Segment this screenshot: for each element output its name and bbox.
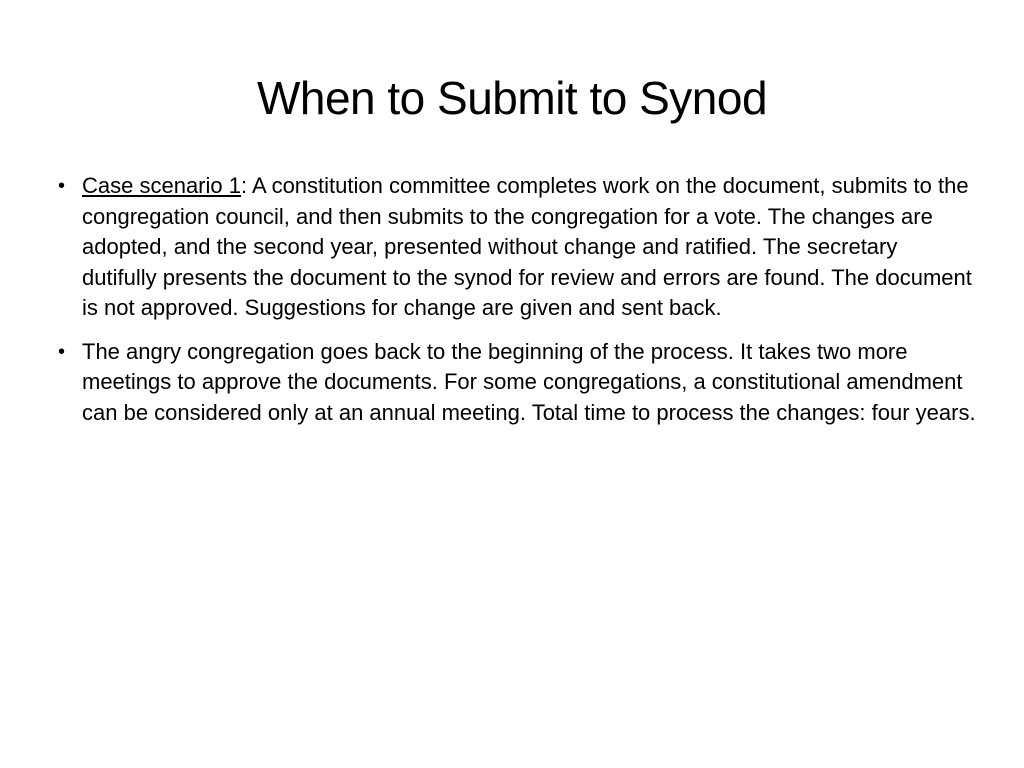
bullet-icon: •: [58, 175, 66, 197]
bullet-item-angry-congregation: [58, 337, 978, 429]
bullet-text: A constitution committee completes work on the document, submits to the congregation council, and then submits to the congregation for a vote. The changes are adopted, and the second year, presented without change and ratified. The secretary dutifully presents the document to the synod for review and errors are found. The document is not approved. Suggestions for change are given and sent back.: [82, 173, 972, 320]
slide-title: When to Submit to Synod: [256, 72, 768, 124]
label-separator: :: [240, 173, 252, 198]
bullet-item-case-scenario: [58, 171, 978, 324]
bullet-text: The angry congregation goes back to the beginning of the process. It takes two more meetings to approve the documents. For some congregations, a constitutional amendment can be considered only at an annual meeting. Total time to process the changes: four years.: [82, 338, 976, 425]
bullet-list: [58, 171, 978, 441]
bullet-icon: •: [58, 340, 66, 363]
case-scenario-label: Case scenario 1: [82, 173, 241, 198]
